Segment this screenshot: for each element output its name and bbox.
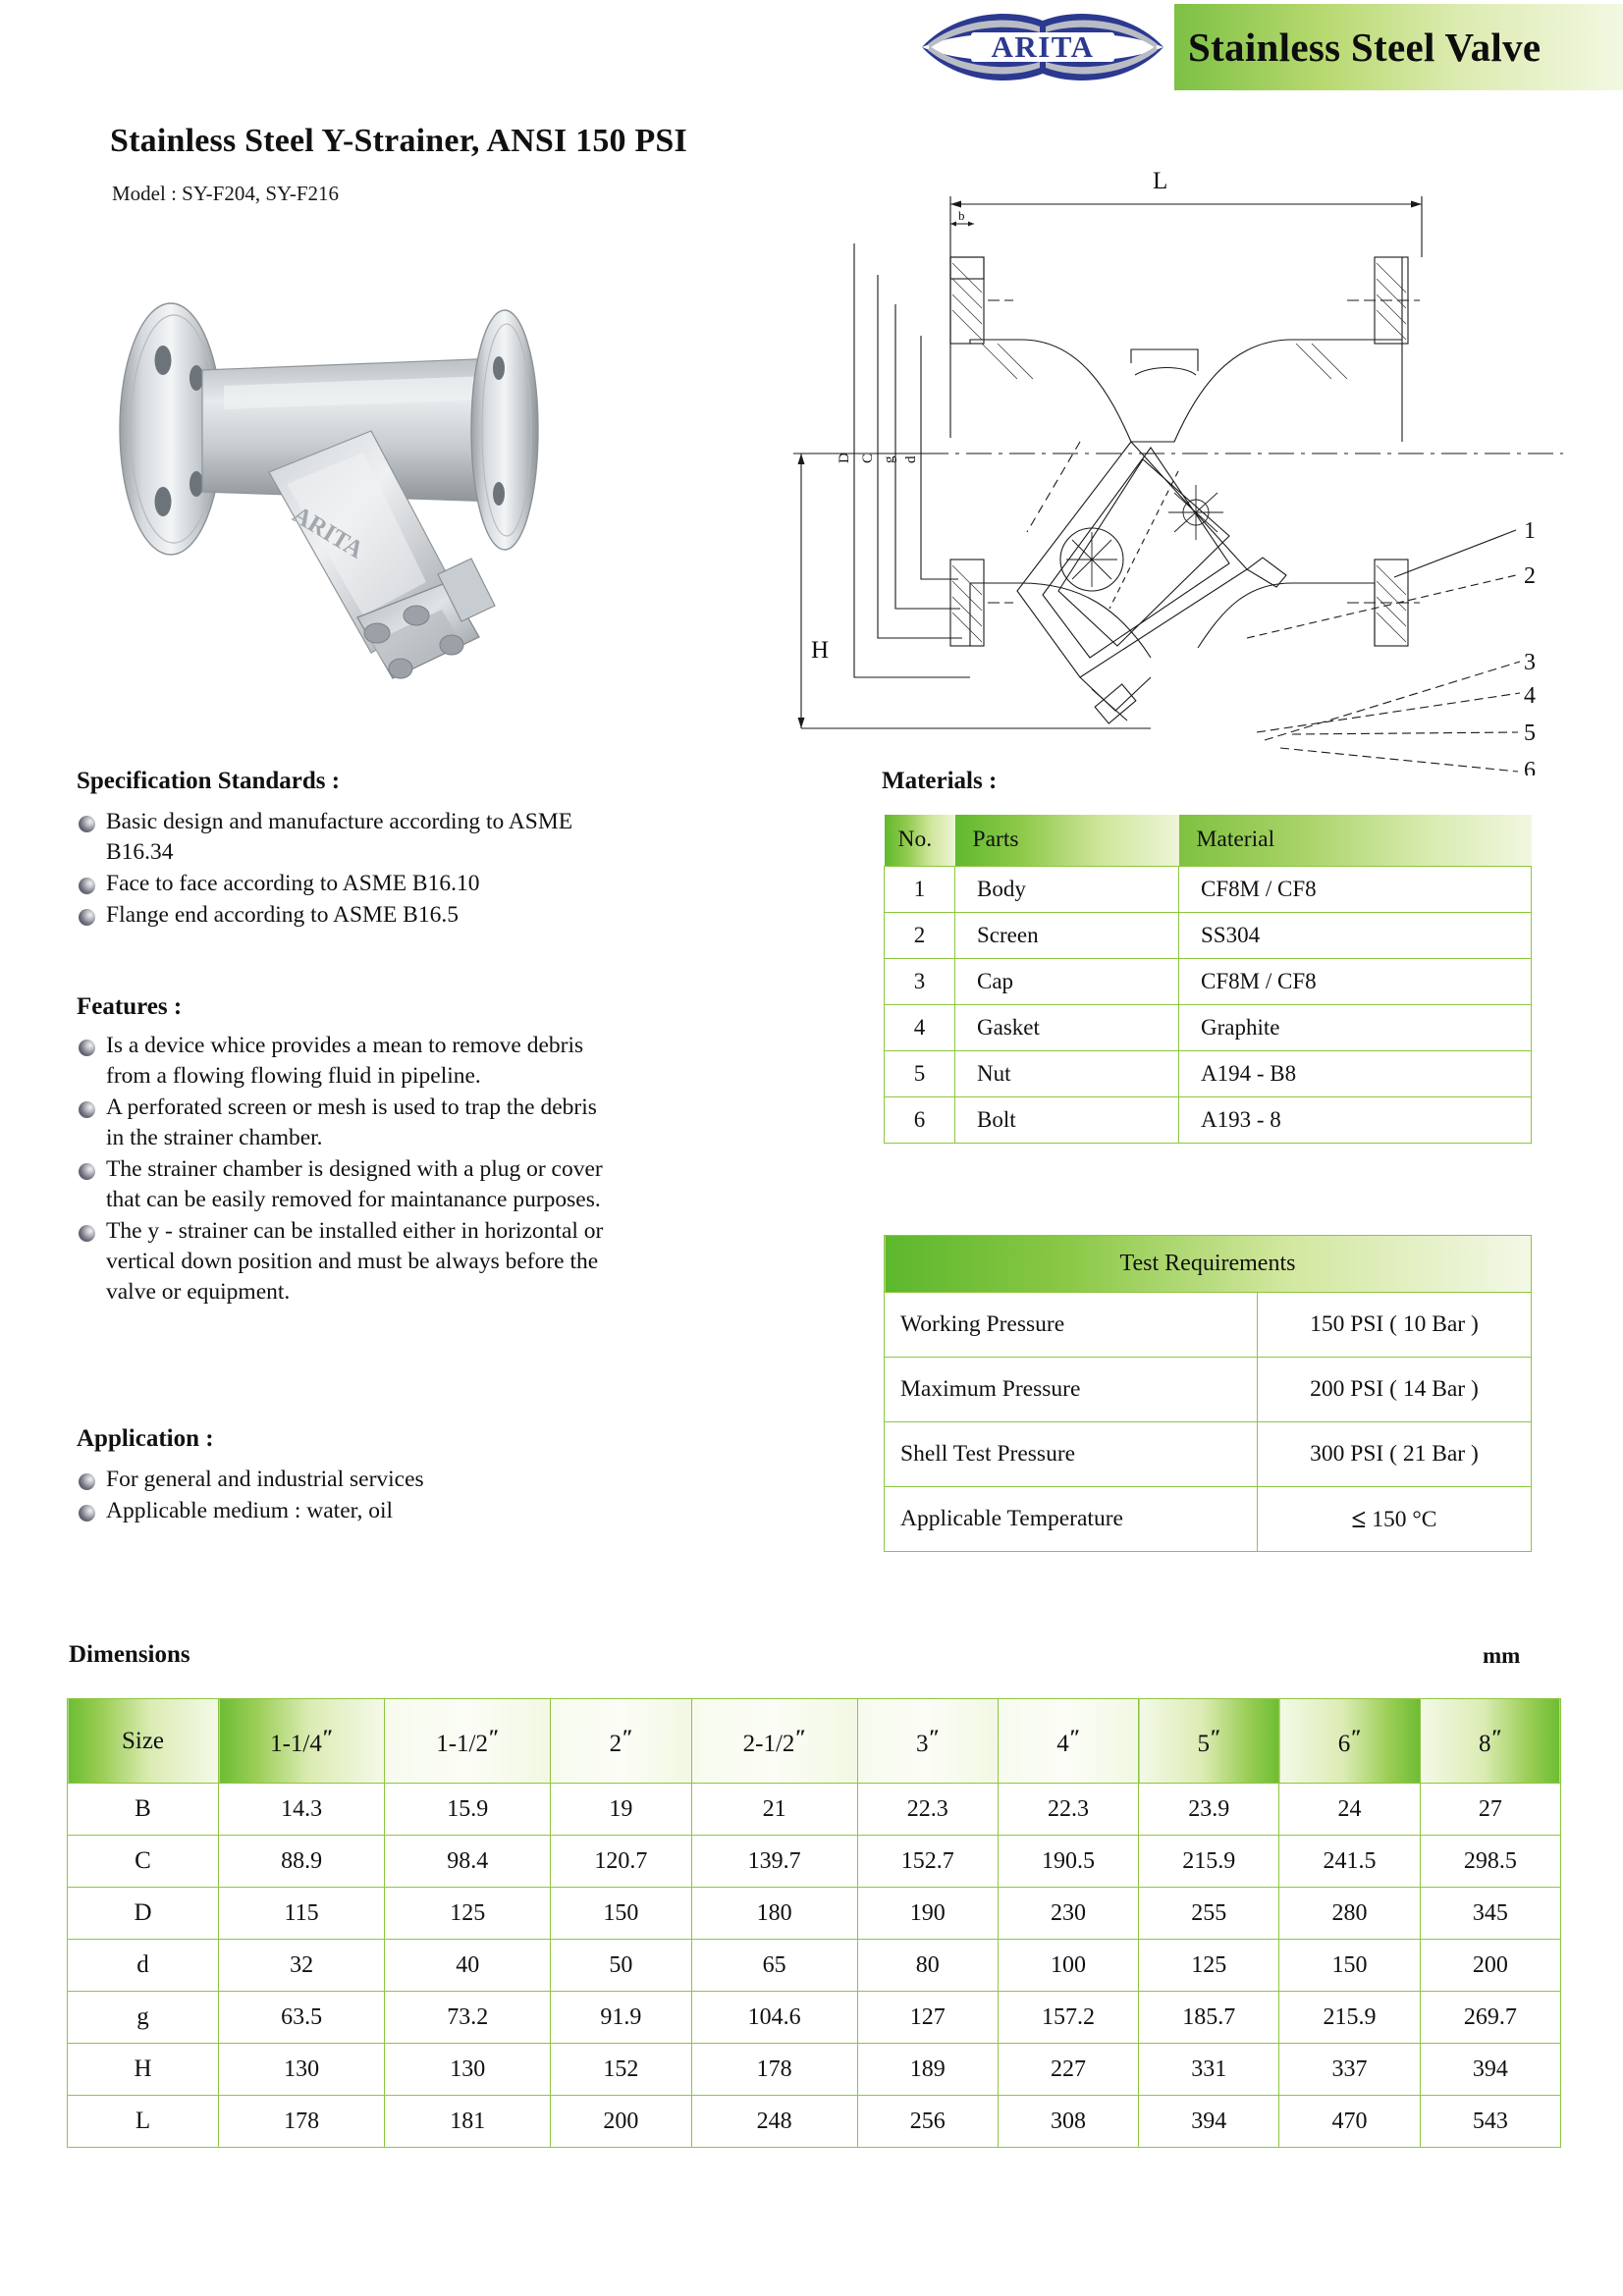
cell-dim: 298.5 [1420, 1836, 1560, 1888]
size-value: 2-1/2 [742, 1730, 795, 1757]
column-header-size: Size [68, 1699, 219, 1784]
table-row [68, 2044, 1561, 2096]
table-row [68, 1784, 1561, 1836]
list-item [79, 807, 609, 868]
spec-standards-heading: Specification Standards : [77, 768, 341, 794]
cell-dim: 230 [998, 1888, 1138, 1940]
spec-item-text: Basic design and manufacture according to ASME B16.34 [106, 809, 573, 865]
feature-item-text: The y - strainer can be installed either in horizontal or vertical down position and must be always before the valve or equipment. [106, 1218, 604, 1305]
column-header-size-3 [691, 1699, 857, 1784]
cell-no: 6 [885, 1096, 955, 1143]
column-header-parts: Parts [955, 815, 1179, 866]
table-row [885, 1487, 1532, 1552]
table-row [885, 912, 1532, 958]
size-value: 3 [915, 1730, 929, 1757]
dimensions-unit: mm [1483, 1643, 1521, 1668]
cell-part: Gasket [955, 1004, 1179, 1050]
column-header-size-1 [385, 1699, 551, 1784]
size-value: 8 [1479, 1730, 1491, 1757]
cell-dim: 73.2 [385, 1992, 551, 2044]
features-list [79, 1031, 609, 1308]
dimension-label-H: H [811, 637, 830, 664]
list-item [79, 1031, 609, 1092]
column-header-size-8 [1420, 1699, 1560, 1784]
cell-test-value: 200 PSI ( 14 Bar ) [1258, 1358, 1532, 1422]
cell-part: Nut [955, 1050, 1179, 1096]
cell-material: A193 - 8 [1179, 1096, 1532, 1143]
cell-dim: 394 [1420, 2044, 1560, 2096]
dimension-label-C: C [860, 453, 876, 463]
cell-dim: 394 [1139, 2096, 1279, 2148]
cell-dim: 127 [857, 1992, 998, 2044]
bullet-icon [79, 1163, 95, 1180]
table-row [68, 2096, 1561, 2148]
cell-dim: 308 [998, 2096, 1138, 2148]
inch-mark-icon: ″ [1209, 1724, 1221, 1749]
cell-material: Graphite [1179, 1004, 1532, 1050]
application-item-text: For general and industrial services [106, 1467, 424, 1492]
cell-dim: 15.9 [385, 1784, 551, 1836]
cell-dim: 104.6 [691, 1992, 857, 2044]
test-requirements-table [884, 1235, 1532, 1552]
cell-dim: 139.7 [691, 1836, 857, 1888]
test-requirements-title: Test Requirements [885, 1236, 1532, 1293]
cell-dim: 180 [691, 1888, 857, 1940]
cell-dim: 255 [1139, 1888, 1279, 1940]
cell-test-value: 300 PSI ( 21 Bar ) [1258, 1422, 1532, 1487]
table-row [885, 958, 1532, 1004]
cell-dim: 63.5 [219, 1992, 385, 2044]
bullet-icon [79, 1101, 95, 1118]
list-item [79, 869, 609, 899]
size-value: 4 [1056, 1730, 1069, 1757]
row-label: L [68, 2096, 219, 2148]
cell-dim: 88.9 [219, 1836, 385, 1888]
cell-test-label: Working Pressure [885, 1293, 1258, 1358]
dimension-label-d: d [903, 455, 919, 463]
callout-4: 4 [1524, 683, 1536, 709]
bullet-icon [79, 1505, 95, 1522]
table-row [885, 1422, 1532, 1487]
dimensions-table [67, 1698, 1561, 2148]
cell-dim: 80 [857, 1940, 998, 1992]
table-row [68, 1888, 1561, 1940]
cell-material: SS304 [1179, 912, 1532, 958]
column-header-size-4 [857, 1699, 998, 1784]
cell-dim: 21 [691, 1784, 857, 1836]
cell-dim: 98.4 [385, 1836, 551, 1888]
bullet-icon [79, 1473, 95, 1490]
y-strainer-section-drawing [785, 147, 1571, 775]
cell-no: 2 [885, 912, 955, 958]
cell-dim: 100 [998, 1940, 1138, 1992]
inch-mark-icon: ″ [1350, 1724, 1362, 1749]
dimension-label-D: D [837, 453, 852, 463]
row-label: d [68, 1940, 219, 1992]
inch-mark-icon: ″ [1068, 1724, 1080, 1749]
size-value: 1-1/4 [270, 1730, 322, 1757]
table-row [68, 1940, 1561, 1992]
cell-no: 4 [885, 1004, 955, 1050]
list-item [79, 1093, 609, 1153]
cell-no: 5 [885, 1050, 955, 1096]
cell-material: CF8M / CF8 [1179, 866, 1532, 912]
cell-dim: 130 [385, 2044, 551, 2096]
cell-dim: 150 [1279, 1940, 1420, 1992]
list-item [79, 900, 609, 931]
list-item [79, 1465, 609, 1495]
cell-test-value [1258, 1487, 1532, 1552]
cell-part: Bolt [955, 1096, 1179, 1143]
size-value: 5 [1197, 1730, 1210, 1757]
cell-dim: 189 [857, 2044, 998, 2096]
cell-part: Body [955, 866, 1179, 912]
inch-mark-icon: ″ [622, 1724, 633, 1749]
dimensions-heading: Dimensions [69, 1641, 190, 1668]
cell-dim: 190.5 [998, 1836, 1138, 1888]
cell-dim: 40 [385, 1940, 551, 1992]
inch-mark-icon: ″ [488, 1724, 500, 1749]
table-header-row [885, 1236, 1532, 1293]
cell-test-value: 150 PSI ( 10 Bar ) [1258, 1293, 1532, 1358]
product-photo [77, 221, 685, 751]
row-label: g [68, 1992, 219, 2044]
column-header-size-5 [998, 1699, 1138, 1784]
cell-material: A194 - B8 [1179, 1050, 1532, 1096]
column-header-no: No. [885, 815, 955, 866]
cell-dim: 125 [1139, 1940, 1279, 1992]
features-heading: Features : [77, 993, 183, 1020]
dimension-label-g: g [882, 455, 897, 463]
cell-dim: 190 [857, 1888, 998, 1940]
cell-dim: 256 [857, 2096, 998, 2148]
cell-dim: 23.9 [1139, 1784, 1279, 1836]
inch-mark-icon: ″ [794, 1724, 806, 1749]
callout-5: 5 [1524, 721, 1536, 746]
cell-material: CF8M / CF8 [1179, 958, 1532, 1004]
column-header-size-2 [551, 1699, 691, 1784]
cell-no: 3 [885, 958, 955, 1004]
table-row [885, 1358, 1532, 1422]
cell-dim: 125 [385, 1888, 551, 1940]
cell-dim: 152.7 [857, 1836, 998, 1888]
column-header-size-0 [219, 1699, 385, 1784]
cell-dim: 280 [1279, 1888, 1420, 1940]
cell-dim: 345 [1420, 1888, 1560, 1940]
cell-dim: 65 [691, 1940, 857, 1992]
cell-dim: 178 [219, 2096, 385, 2148]
technical-drawing [785, 147, 1571, 775]
cell-dim: 32 [219, 1940, 385, 1992]
inch-mark-icon: ″ [928, 1724, 940, 1749]
cell-dim: 152 [551, 2044, 691, 2096]
bullet-icon [79, 909, 95, 926]
page-title: Stainless Steel Y-Strainer, ANSI 150 PSI [110, 123, 687, 159]
table-row [68, 1836, 1561, 1888]
application-heading: Application : [77, 1425, 214, 1452]
bullet-icon [79, 1225, 95, 1242]
cell-test-label: Maximum Pressure [885, 1358, 1258, 1422]
callout-6: 6 [1524, 758, 1536, 775]
cell-dim: 22.3 [857, 1784, 998, 1836]
row-label: H [68, 2044, 219, 2096]
feature-item-text: The strainer chamber is designed with a plug or cover that can be easily removed for maintanance purposes. [106, 1156, 603, 1212]
feature-item-text: A perforated screen or mesh is used to trap the debris in the strainer chamber. [106, 1095, 597, 1150]
cast-brand-text: ARITA [288, 501, 368, 564]
y-strainer-photo-illustration [77, 221, 685, 751]
table-row [885, 1004, 1532, 1050]
cell-dim: 215.9 [1139, 1836, 1279, 1888]
cell-dim: 470 [1279, 2096, 1420, 2148]
inch-mark-icon: ″ [321, 1724, 334, 1749]
arita-logo-icon [914, 5, 1171, 89]
cell-dim: 120.7 [551, 1836, 691, 1888]
materials-heading: Materials : [882, 768, 998, 794]
cell-test-label: Applicable Temperature [885, 1487, 1258, 1552]
arita-logo [911, 4, 1174, 90]
application-item-text: Applicable medium : water, oil [106, 1498, 394, 1523]
cell-dim: 269.7 [1420, 1992, 1560, 2044]
inch-mark-icon: ″ [1490, 1724, 1502, 1749]
cell-dim: 27 [1420, 1784, 1560, 1836]
bullet-icon [79, 816, 95, 832]
cell-dim: 185.7 [1139, 1992, 1279, 2044]
model-number: Model : SY-F204, SY-F216 [112, 182, 340, 205]
cell-test-value-text: 150 °C [1372, 1507, 1437, 1532]
application-list [79, 1465, 609, 1527]
spec-item-text: Flange end according to ASME B16.5 [106, 902, 459, 928]
cell-no: 1 [885, 866, 955, 912]
callout-2: 2 [1524, 563, 1536, 589]
list-item [79, 1216, 609, 1308]
table-row [885, 866, 1532, 912]
cell-dim: 178 [691, 2044, 857, 2096]
cell-dim: 181 [385, 2096, 551, 2148]
cell-dim: 22.3 [998, 1784, 1138, 1836]
spec-item-text: Face to face according to ASME B16.10 [106, 871, 480, 896]
cell-dim: 50 [551, 1940, 691, 1992]
svg-text:b: b [958, 208, 965, 223]
cell-dim: 91.9 [551, 1992, 691, 2044]
bullet-icon [79, 1040, 95, 1056]
cell-dim: 337 [1279, 2044, 1420, 2096]
callout-1: 1 [1524, 518, 1536, 544]
dimension-label-L: L [1153, 168, 1168, 194]
column-header-material: Material [1179, 815, 1532, 866]
list-item [79, 1496, 609, 1526]
row-label: C [68, 1836, 219, 1888]
cell-dim: 215.9 [1279, 1992, 1420, 2044]
cell-part: Cap [955, 958, 1179, 1004]
cell-dim: 331 [1139, 2044, 1279, 2096]
cell-dim: 157.2 [998, 1992, 1138, 2044]
cell-dim: 115 [219, 1888, 385, 1940]
cell-dim: 24 [1279, 1784, 1420, 1836]
table-row [68, 1992, 1561, 2044]
svg-text:ARITA: ARITA [991, 29, 1095, 64]
table-header-row [68, 1699, 1561, 1784]
spec-standards-list [79, 807, 609, 932]
table-row [885, 1293, 1532, 1358]
table-row [885, 1050, 1532, 1096]
cell-dim: 19 [551, 1784, 691, 1836]
feature-item-text: Is a device whice provides a mean to remove debris from a flowing flowing fluid in pipeline. [106, 1033, 584, 1089]
column-header-size-6 [1139, 1699, 1279, 1784]
table-row [885, 1096, 1532, 1143]
brand-bar-title: Stainless Steel Valve [1188, 25, 1542, 70]
size-value: 6 [1337, 1730, 1351, 1757]
cell-dim: 14.3 [219, 1784, 385, 1836]
cell-dim: 543 [1420, 2096, 1560, 2148]
table-header-row [885, 815, 1532, 866]
row-label: D [68, 1888, 219, 1940]
cell-dim: 150 [551, 1888, 691, 1940]
less-equal-icon: ≤ [1351, 1504, 1367, 1533]
cell-dim: 241.5 [1279, 1836, 1420, 1888]
page-header [0, 0, 1623, 94]
list-item [79, 1154, 609, 1215]
row-label: B [68, 1784, 219, 1836]
materials-table [884, 815, 1532, 1144]
cell-dim: 200 [551, 2096, 691, 2148]
cell-dim: 227 [998, 2044, 1138, 2096]
column-header-size-7 [1279, 1699, 1420, 1784]
cell-dim: 130 [219, 2044, 385, 2096]
cell-dim: 248 [691, 2096, 857, 2148]
size-value: 1-1/2 [436, 1730, 489, 1757]
cell-dim: 200 [1420, 1940, 1560, 1992]
cell-part: Screen [955, 912, 1179, 958]
bullet-icon [79, 878, 95, 894]
size-value: 2 [609, 1730, 622, 1757]
cell-test-label: Shell Test Pressure [885, 1422, 1258, 1487]
callout-3: 3 [1524, 650, 1536, 675]
